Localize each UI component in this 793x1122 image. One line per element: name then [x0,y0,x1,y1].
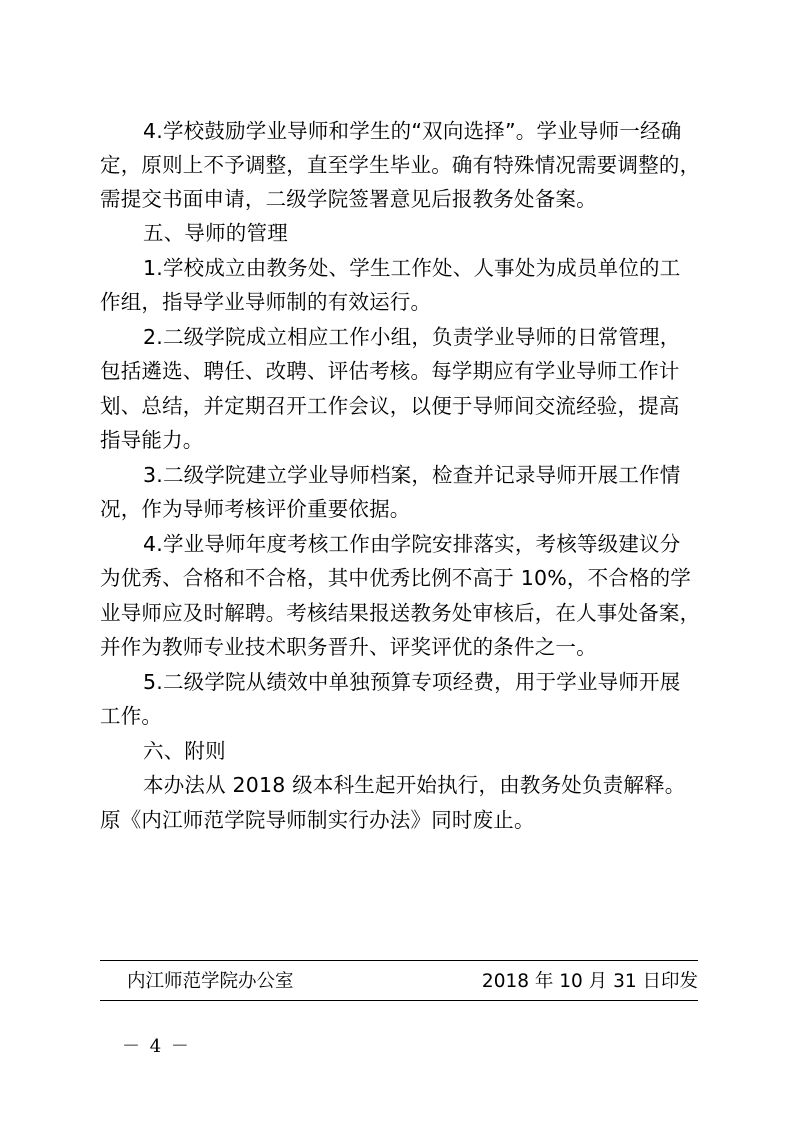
paragraph-line: 2.二级学院成立相应工作小组，负责学业导师的日常管理， [143,325,681,349]
paragraph-line: 5.二级学院从绩效中单独预算专项经费，用于学业导师开展 [143,670,681,694]
paragraph-line: 本办法从 2018 级本科生起开始执行，由教务处负责解释。 [143,773,686,797]
paragraph-line: 为优秀、合格和不合格，其中优秀比例不高于 10%，不合格的学 [100,566,692,590]
paragraph-line: 工作。 [100,704,163,728]
paragraph-line: 定，原则上不予调整，直至学生毕业。确有特殊情况需要调整的， [100,153,701,177]
paragraph-line: 原《内江师范学院导师制实行办法》同时废止。 [100,808,535,832]
paragraph-line: 作组，指导学业导师制的有效运行。 [100,290,432,314]
footer-issuer: 内江师范学院办公室 [127,971,294,992]
paragraph-line: 1.学校成立由教务处、学生工作处、人事处为成员单位的工 [143,256,681,280]
paragraph-line: 划、总结，并定期召开工作会议，以便于导师间交流经验，提高 [100,394,680,418]
paragraph-line: 4.学校鼓励学业导师和学生的“双向选择”。学业导师一经确 [143,119,682,143]
paragraph-line: 业导师应及时解聘。考核结果报送教务处审核后，在人事处备案， [100,601,701,625]
paragraph-line: 4.学业导师年度考核工作由学院安排落实，考核等级建议分 [143,532,681,556]
paragraph-line: 并作为教师专业技术职务晋升、评奖评优的条件之一。 [100,635,597,659]
page-number: － 4 － [122,1036,191,1057]
section-heading: 六、附则 [143,739,226,763]
footer-top-rule [100,960,698,961]
paragraph-line: 需提交书面申请，二级学院签署意见后报教务处备案。 [100,187,597,211]
footer-date: 2018 年 10 月 31 日印发 [481,971,698,992]
paragraph-line: 况，作为导师考核评价重要依据。 [100,497,411,521]
section-heading: 五、导师的管理 [143,221,288,245]
paragraph-line: 3.二级学院建立学业导师档案，检查并记录导师开展工作情 [143,463,681,487]
paragraph-line: 指导能力。 [100,428,204,452]
footer-bottom-rule [100,1000,698,1001]
paragraph-line: 包括遴选、聘任、改聘、评估考核。每学期应有学业导师工作计 [100,359,680,383]
